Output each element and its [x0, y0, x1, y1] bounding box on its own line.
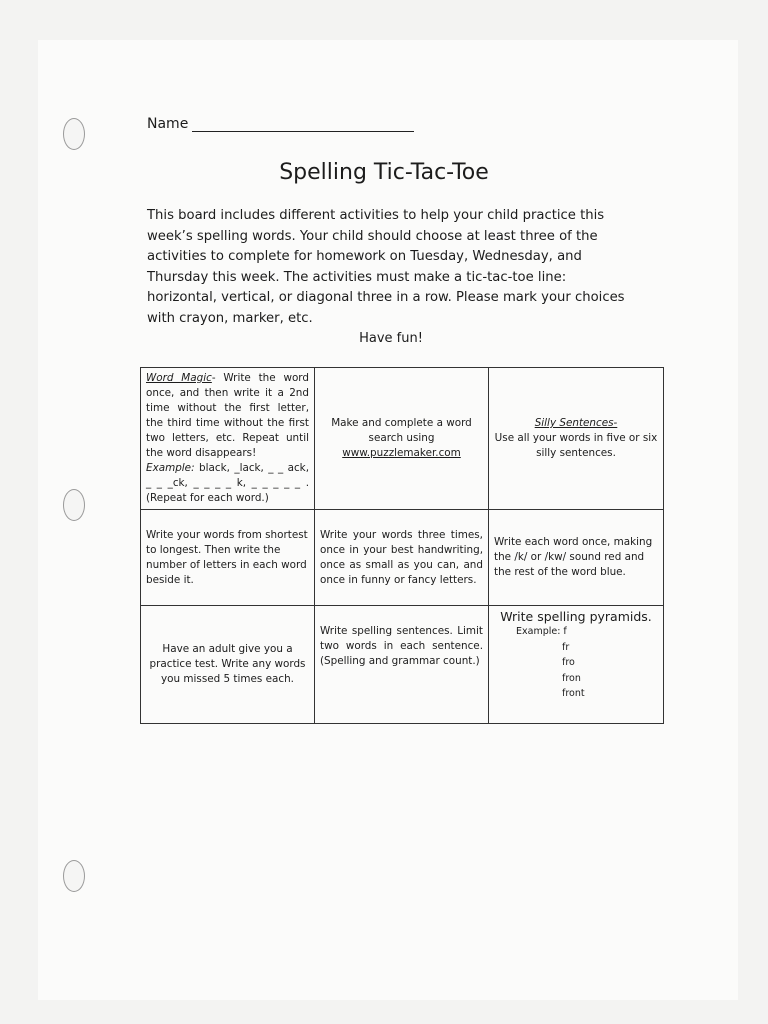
practice-test-text: Have an adult give you a practice test. Write any words you missed 5 times each. [149, 643, 306, 685]
cell-three-times [315, 510, 489, 606]
word-magic-heading: Word Magic [146, 372, 212, 384]
cell-shortest-to-longest [141, 510, 315, 606]
silly-sentences-text: Use all your words in five or six silly sentences. [494, 432, 658, 459]
pyramid-word-2: fro [562, 657, 575, 668]
silly-sentences-heading: Silly Sentences- [534, 417, 618, 429]
board-row-3 [141, 606, 664, 724]
worksheet-title: Spelling Tic-Tac-Toe [279, 160, 489, 185]
binder-hole-bottom [63, 860, 85, 892]
name-field [147, 116, 414, 132]
word-magic-example-text: black, _lack, _ _ ack, _ _ _ck, _ _ _ _ k, _ _ _ _ _ . (Repeat for each word.) [146, 462, 309, 504]
cell-color-sounds [489, 510, 664, 606]
word-search-text: Make and complete a word search using [331, 417, 472, 444]
spelling-pyramids-heading: Write spelling pyramids. [500, 609, 652, 624]
three-times-text: Write your words three times, once in your best handwriting, once as small as you can, and once in funny or fancy letters. [320, 528, 483, 586]
pyramid-word-3: fron [562, 672, 581, 684]
color-sounds-text: Write each word once, making the /k/ or /kw/ sound red and the rest of the word blue. [494, 536, 653, 578]
name-blank-line [192, 117, 414, 132]
have-fun-text: Have fun! [359, 331, 423, 346]
cell-practice-test [141, 606, 315, 724]
cell-spelling-sentences [315, 606, 489, 724]
binder-hole-top [63, 118, 85, 150]
pyramid-example-label: Example: f [516, 626, 567, 637]
pyramid-word-1: fr [562, 641, 570, 653]
board-row-2 [141, 510, 664, 606]
cell-silly-sentences [489, 368, 664, 510]
word-magic-example-label: Example: [146, 462, 195, 474]
cell-spelling-pyramids [489, 606, 664, 724]
instructions-paragraph: This board includes different activities to help your child practice this week’s spelling words. Your child should choose at least three of the activities to complete for homework on Tuesday, Wednesday, and Thursday this week. The activities must make a tic-tac-toe line: horizontal, vertical, or diagonal three in a row. Please mark your choices with crayon, marker, etc. [147, 208, 625, 326]
board-row-1 [141, 368, 664, 510]
cell-word-magic [141, 368, 315, 510]
tic-tac-toe-board [140, 367, 664, 724]
spelling-sentences-text: Write spelling sentences. Limit two words in each sentence. (Spelling and grammar count.) [320, 625, 483, 667]
name-label: Name [147, 116, 189, 132]
shortest-to-longest-text: Write your words from shortest to longest. Then write the number of letters in each word beside it. [146, 528, 308, 586]
word-magic-text: - Write the word once, and then write it a 2nd time without the first letter, the third time without the first two letters, etc. Repeat until the word disappears! [146, 372, 309, 459]
cell-word-search [315, 368, 489, 510]
binder-hole-middle [63, 489, 85, 521]
puzzlemaker-link: www.puzzlemaker.com [342, 447, 461, 459]
pyramid-word-4: front [562, 688, 585, 699]
